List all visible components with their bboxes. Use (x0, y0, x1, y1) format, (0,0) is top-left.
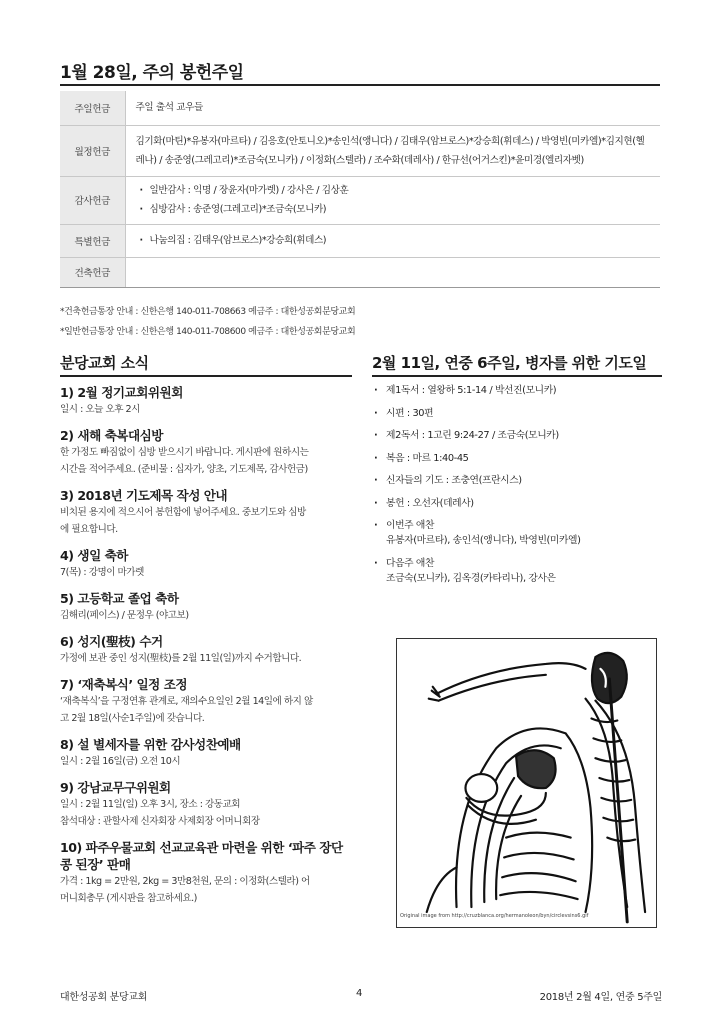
news-heading: 3) 2018년 기도제목 작성 안내 (60, 488, 228, 503)
offering-row (60, 224, 660, 257)
footer-page-number: 4 (356, 988, 363, 999)
prayer-item: · 제1독서 : 열왕하 5:1-14 / 박선진(모니카) (372, 383, 662, 398)
prayer-item: · 신자들의 기도 : 조충연(프란시스) (372, 473, 662, 488)
news-text: 에 필요합니다. (60, 524, 118, 535)
offering-row (60, 257, 660, 287)
offering-label: 주일헌금 (60, 91, 125, 125)
news-item (60, 676, 352, 727)
news-heading: 9) 강남교무구위원회 (60, 780, 171, 795)
offering-value (125, 176, 660, 224)
offering-value (125, 257, 660, 287)
prayer-list (372, 383, 662, 593)
news-item (60, 384, 352, 418)
offering-row (60, 125, 660, 176)
news-item (60, 590, 352, 624)
news-heading: 4) 생일 축하 (60, 548, 128, 563)
offering-value: 주일 출석 교우들 (125, 91, 660, 125)
prayer-title: 2월 11일, 연중 6주일, 병자를 위한 기도일 (372, 354, 647, 372)
news-heading: 1) 2월 정기교회위원회 (60, 385, 183, 400)
offering-value: 김기화(마틴)*유봉자(마르타) / 김응호(안토니오)*송인석(앵니다) / 김태우(암브로스)*강승희(휘데스) / 박영빈(미카엘)*김지현(헬레나) / 송준영(그레고리)*조금숙(모니카) / 이정화(스텔라) / 조수화(데레사) / 한규선(어거스킨)*윤미경(엘리자벳) (125, 125, 660, 176)
prayer-item: · 이번주 애찬 유봉자(마르타), 송인석(앵니다), 박영빈(미카엘) (372, 518, 662, 548)
news-text: 일시 : 오늘 오후 2시 (60, 404, 140, 415)
prayer-item: · 시편 : 30편 (372, 406, 662, 421)
holy-family-illustration (396, 638, 657, 928)
offering-row (60, 91, 660, 125)
prayer-item: · 봉헌 : 오선자(데레사) (372, 496, 662, 511)
news-text: 7(목) : 강명이 마가렛 (60, 567, 144, 578)
prayer-item: · 다음주 애찬 조금숙(모니카), 김옥경(카타리나), 강사은 (372, 556, 662, 586)
woodcut-image (397, 639, 656, 927)
news-divider (60, 375, 352, 377)
news-text: 일시 : 2월 11일(일) 오후 3시, 장소 : 강동교회 (60, 799, 241, 810)
news-text: 가격 : 1kg = 2만원, 2kg = 3만8천원, 문의 : 이정화(스텔라) 어 (60, 876, 310, 887)
offering-bullet: · 일반감사 : 익명 / 장윤자(마가렛) / 강사은 / 김상훈 (136, 181, 651, 200)
news-heading: 2) 새해 축복대심방 (60, 428, 163, 443)
offering-label: 특별헌금 (60, 224, 125, 257)
news-text: 한 가정도 빠짐없이 심방 받으시기 바랍니다. 게시판에 원하시는 (60, 447, 309, 458)
news-text: 가정에 보관 중인 성지(聖枝)를 2월 11일(일)까지 수거합니다. (60, 653, 302, 664)
offering-table (60, 91, 660, 288)
news-item (60, 779, 352, 830)
news-text: ‘재축복식’을 구정연휴 관계로, 재의수요일인 2월 14일에 하지 않 (60, 696, 313, 707)
offering-label: 월정헌금 (60, 125, 125, 176)
news-heading: 7) ‘재축복식’ 일정 조정 (60, 677, 188, 692)
news-list (60, 384, 352, 907)
news-text: 고 2월 18일(사순1주일)에 갖습니다. (60, 713, 205, 724)
prayer-item: · 제2독서 : 1고린 9:24-27 / 조금숙(모니카) (372, 428, 662, 443)
account-note: *건축헌금통장 안내 : 신한은행 140-011-708663 예금주 : 대한성공회분당교회 (60, 307, 356, 317)
news-item (60, 427, 352, 478)
title-divider (60, 84, 660, 86)
prayer-divider (372, 375, 662, 377)
news-text: 일시 : 2월 16일(금) 오전 10시 (60, 756, 181, 767)
news-item (60, 736, 352, 770)
offering-row (60, 176, 660, 224)
offering-label: 감사헌금 (60, 176, 125, 224)
news-text: 시간을 적어주세요. (준비물 : 십자가, 양초, 기도제목, 감사헌금) (60, 464, 308, 475)
news-text: 김해리(페이스) / 문정우 (야고보) (60, 610, 189, 621)
news-heading: 5) 고등학교 졸업 축하 (60, 591, 179, 606)
news-heading: 10) 파주우물교회 선교교육관 마련을 위한 ‘파주 장단콩 된장’ 판매 (60, 840, 343, 872)
footer-church: 대한성공회 분당교회 (60, 992, 148, 1003)
news-heading: 8) 설 별세자를 위한 감사성찬예배 (60, 737, 241, 752)
offering-bullet: · 나눔의집 : 김태우(암브로스)*강승희(휘데스) (136, 231, 651, 250)
prayer-item: · 복음 : 마르 1:40-45 (372, 451, 662, 466)
news-text: 비치된 용지에 적으시어 봉헌함에 넣어주세요. 중보기도와 심방 (60, 507, 306, 518)
page-title: 1월 28일, 주의 봉헌주일 (60, 63, 244, 83)
account-notes (60, 302, 355, 342)
offering-label: 건축헌금 (60, 257, 125, 287)
news-item (60, 839, 352, 907)
account-note: *일반헌금통장 안내 : 신한은행 140-011-708600 예금주 : 대한성공회분당교회 (60, 327, 356, 337)
news-heading: 6) 성지(聖枝) 수거 (60, 634, 163, 649)
footer-date: 2018년 2월 4일, 연중 5주일 (539, 992, 662, 1003)
news-item (60, 633, 352, 667)
offering-value (125, 224, 660, 257)
news-text: 머니회총무 (게시판을 참고하세요.) (60, 893, 197, 904)
news-text: 참석대상 : 관할사제 신자회장 사제회장 어머니회장 (60, 816, 260, 827)
news-item (60, 547, 352, 581)
image-credit: Original image from http://cruzblanca.org/hermanoleon/byn/circlevsins6.gif (400, 913, 589, 919)
offering-bullet: · 심방감사 : 송준영(그레고리)*조금숙(모니카) (136, 200, 651, 219)
news-item (60, 487, 352, 538)
news-title: 분당교회 소식 (60, 354, 149, 372)
